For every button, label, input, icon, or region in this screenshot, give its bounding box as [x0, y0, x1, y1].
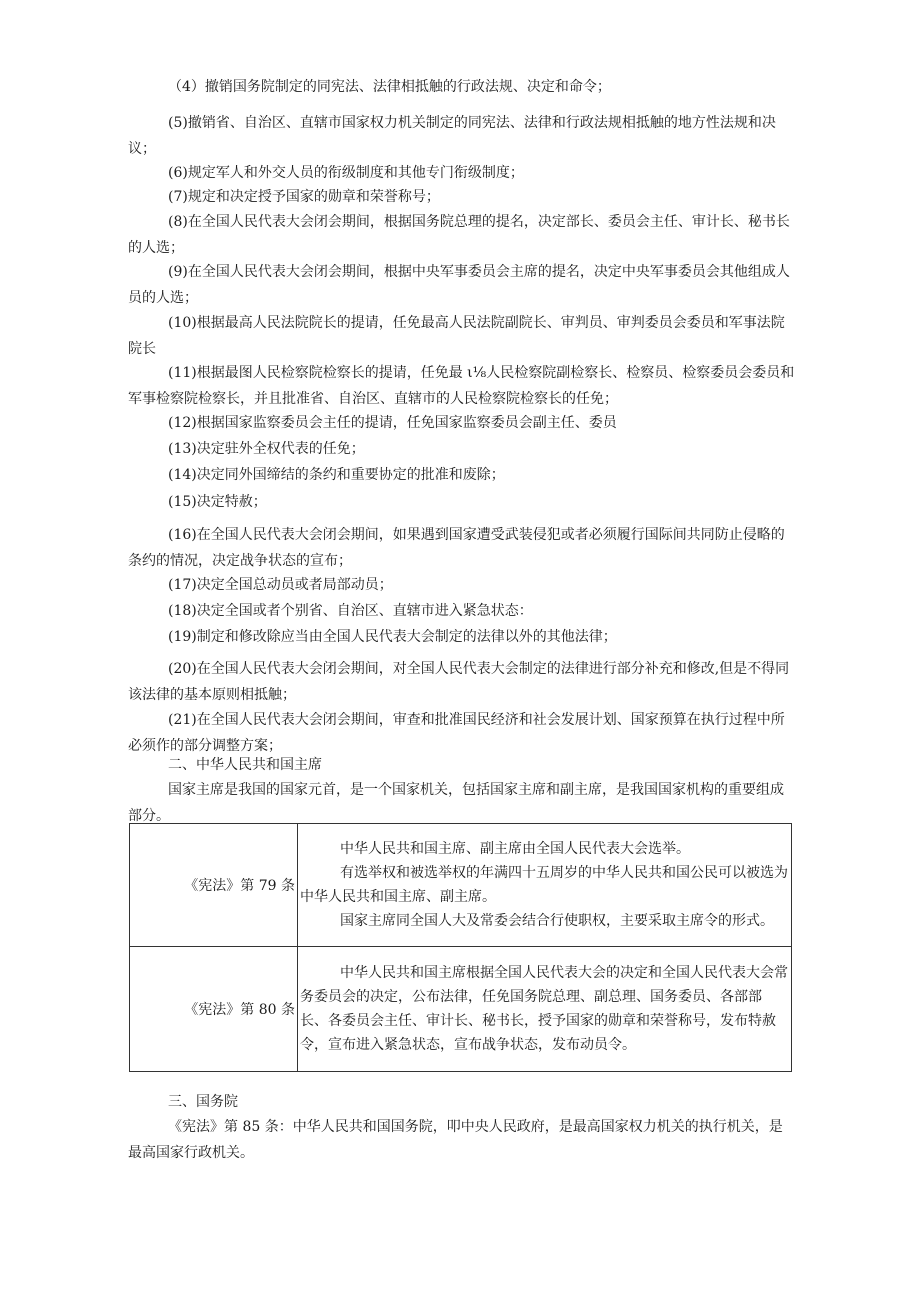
section-3-heading: 三、国务院 — [168, 1094, 238, 1110]
item-6: (6)规定军人和外交人员的衔级制度和其他专门衔级制度； — [168, 165, 524, 181]
article-80-content — [298, 947, 792, 1072]
section-2-intro: 国家主席是我国的国家元首，是一个国家机关，包括国家主席和副主席，是我国国家机构的重要组成部分。 — [128, 782, 784, 824]
item-11: (11)根据最图人民检察院检察长的提请，任免最 ι⅛人民检察院副检察长、检察员、检察委员会委员和军事检察院检察长，并且批准省、自治区、直辖市的人民检察院检察长的任免； — [128, 365, 795, 407]
item-19: (19)制定和修改除应当由全国人民代表大会制定的法律以外的其他法律； — [168, 629, 617, 645]
article-79-content — [298, 824, 792, 947]
article-79-label: 《宪法》第 79 条 — [130, 824, 298, 947]
section-3-body: 《宪法》第 85 条：中华人民共和国国务院，叩中央人民政府，是最高国家权力机关的执行机关，是最高国家行政机关。 — [128, 1119, 783, 1161]
item-9: (9)在全国人民代表大会闭会期间，根据中央军事委员会主席的提名，决定中央军事委员会其他组成人员的人选； — [128, 264, 790, 306]
item-5: (5)撤销省、自治区、直辖市国家权力机关制定的同宪法、法律和行政法规相抵触的地方性法规和决议； — [128, 115, 776, 157]
item-15: (15)决定特赦； — [168, 494, 267, 510]
item-7: (7)规定和决定授予国家的勋章和荣誉称号； — [168, 189, 440, 205]
table-row — [130, 947, 792, 1072]
item-16: (16)在全国人民代表大会闭会期间，如果遇到国家遭受武装侵犯或者必须履行国际间共同防止侵略的条约的情况，决定战争状态的宣布； — [128, 527, 785, 569]
article-79-line: 有选举权和被选举权的年满四十五周岁的中华人民共和国公民可以被选为中华人民共和国主席、副主席。 — [300, 865, 788, 905]
item-10: (10)根据最高人民法院院长的提请，任免最高人民法院副院长、审判员、审判委员会委员和军事法院院长 — [128, 315, 785, 357]
item-4: （4）撤销国务院制定的同宪法、法律相抵触的行政法规、决定和命令； — [168, 79, 611, 95]
constitution-table — [129, 823, 792, 1072]
section-2-heading: 二、中华人民共和国主席 — [168, 757, 322, 773]
item-14: (14)决定同外国缔结的条约和重要协定的批准和废除； — [168, 467, 505, 483]
article-79-line: 中华人民共和国主席、副主席由全国人民代表大会选举。 — [340, 841, 690, 857]
article-80-line: 中华人民共和国主席根据全国人民代表大会的决定和全国人民代表大会常务委员会的决定，公布法律，任免国务院总理、副总理、国务委员、各部部长、各委员会主任、审计长、秘书长，授予国家的勋章和荣誉称号，发布特赦令，宣布进入紧急状态，宣布战争状态，发布动员令。 — [300, 965, 788, 1053]
item-8: (8)在全国人民代表大会闭会期间，根据国务院总理的提名，决定部长、委员会主任、审计长、秘书长的人选； — [128, 214, 790, 256]
item-13: (13)决定驻外全权代表的任免； — [168, 441, 365, 457]
item-12: (12)根据国家监察委员会主任的提请，任免国家监察委员会副主任、委员 — [168, 415, 617, 431]
item-18: (18)决定全国或者个别省、自治区、直辖市进入紧急状态： — [168, 603, 533, 619]
item-20: (20)在全国人民代表大会闭会期间，对全国人民代表大会制定的法律进行部分补充和修改,但是不得同该法律的基本原则相抵触； — [128, 661, 790, 703]
article-80-label: 《宪法》第 80 条 — [130, 947, 298, 1072]
item-17: (17)决定全国总动员或者局部动员； — [168, 577, 393, 593]
table-row — [130, 824, 792, 947]
article-79-line: 国家主席同全国人大及常委会结合行使职权，主要采取主席令的形式。 — [340, 913, 774, 929]
item-21: (21)在全国人民代表大会闭会期间，审查和批准国民经济和社会发展计划、国家预算在执行过程中所必须作的部分调整方案； — [128, 712, 785, 754]
